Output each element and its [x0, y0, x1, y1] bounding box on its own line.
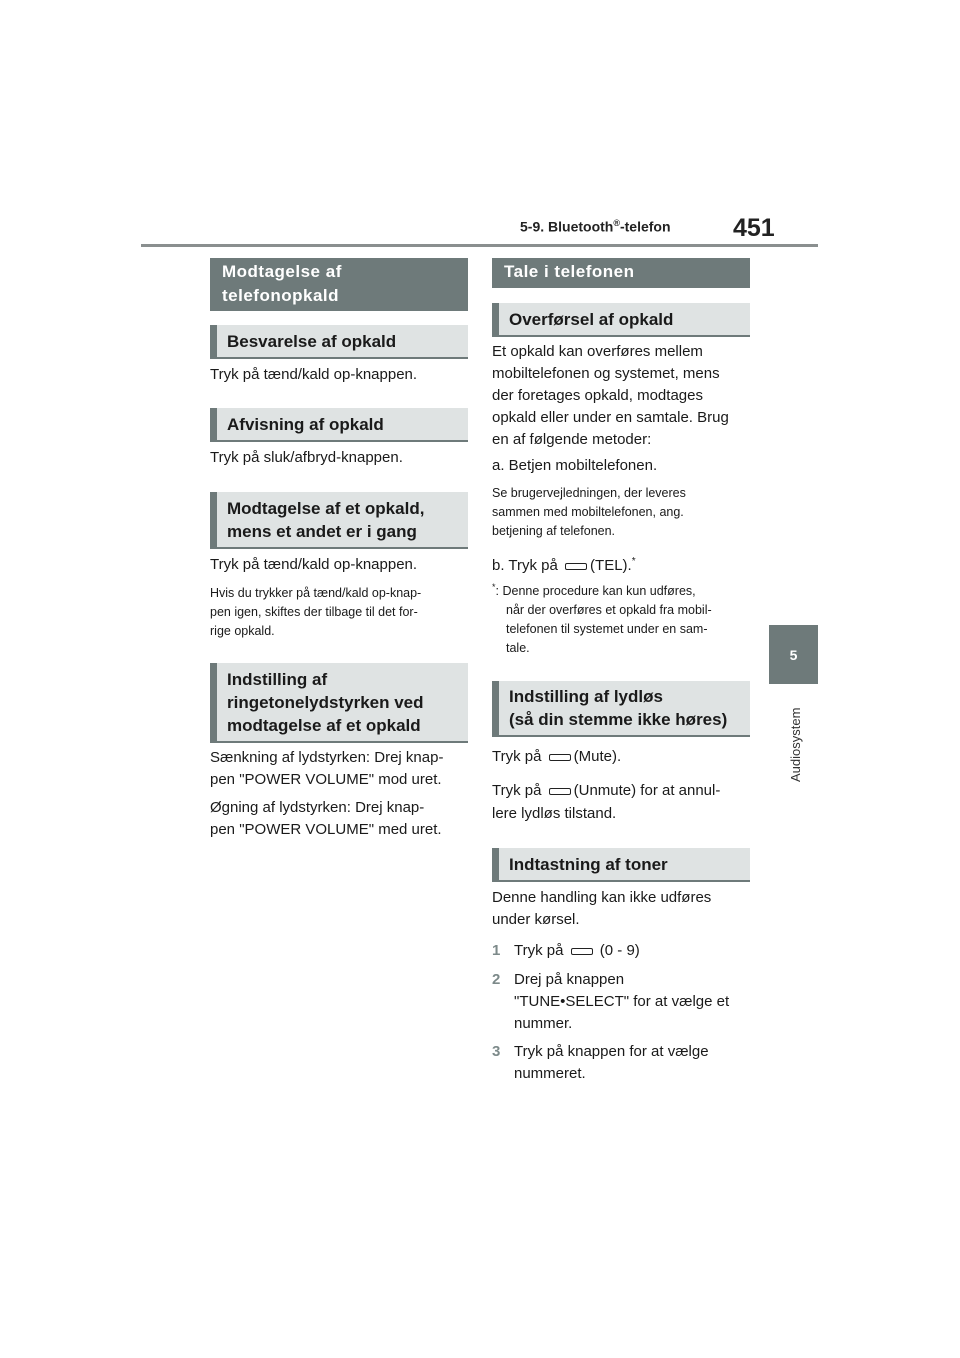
page-number: 451	[733, 214, 775, 242]
tones-text: Denne handling kan ikke udføres under kørsel.	[492, 889, 712, 928]
subheading-reject: Afvisning af opkald	[210, 408, 468, 442]
unmute-text: Tryk på (Unmute) for at annul- lere lydløs tilstand.	[492, 782, 721, 822]
transfer-note: Se brugervejledningen, der leveres sammen med mobiltelefonen, ang. betjening af telefonen.	[492, 486, 686, 538]
tones-step-3: 3 Tryk på knappen for at vælge nummeret.	[492, 1043, 709, 1082]
ringtone-lower-text: Sænkning af lydstyrken: Drej knap- pen "POWER VOLUME" mod uret.	[210, 749, 444, 788]
subheading-ringtone: Indstilling af ringetonelydstyrken ved modtagelse af et opkald	[210, 663, 468, 743]
transfer-footnote: *: Denne procedure kan kun udføres, når der overføres et opkald fra mobil- telefonen til systemet under en sam- tale.	[492, 582, 712, 656]
main-heading-talking: Tale i telefonen	[492, 258, 750, 288]
reject-text: Tryk på sluk/afbryd-knappen.	[210, 449, 403, 466]
button-icon	[565, 563, 587, 570]
section-title: 5-9. Bluetooth®-telefon	[520, 218, 671, 235]
tones-step-2: 2 Drej på knappen "TUNE•SELECT" for at vælge et nummer.	[492, 971, 730, 1032]
transfer-text: Et opkald kan overføres mellem mobiltelefonen og systemet, mens der foretages opkald, modtages opkald eller under en samtale. Brug en af følgende metoder:	[492, 343, 729, 448]
subheading-mute: Indstilling af lydløs (så din stemme ikke høres)	[492, 681, 750, 737]
header-rule	[141, 244, 818, 247]
button-icon	[549, 788, 571, 795]
subheading-tones: Indtastning af toner	[492, 848, 750, 882]
button-icon	[549, 754, 571, 761]
main-heading-receiving: Modtagelse af telefonopkald	[210, 258, 468, 311]
tones-step-1: 1 Tryk på (0 - 9)	[492, 942, 640, 959]
button-icon	[571, 948, 593, 955]
chapter-label: Audiosystem	[788, 707, 803, 782]
transfer-method-a: a. Betjen mobiltelefonen.	[492, 457, 658, 474]
subheading-transfer: Overførsel af opkald	[492, 303, 750, 337]
waiting-note: Hvis du trykker på tænd/kald op-knap- pen igen, skiftes der tilbage til det for- rige opkald.	[210, 586, 422, 638]
waiting-text: Tryk på tænd/kald op-knappen.	[210, 556, 418, 573]
chapter-tab: 5	[769, 625, 818, 684]
answer-text: Tryk på tænd/kald op-knappen.	[210, 366, 418, 383]
subheading-call-waiting: Modtagelse af et opkald, mens et andet er i gang	[210, 492, 468, 549]
subheading-answer: Besvarelse af opkald	[210, 325, 468, 359]
mute-text: Tryk på (Mute).	[492, 748, 622, 765]
transfer-method-b: b. Tryk på (TEL).*	[492, 556, 636, 574]
ringtone-raise-text: Øgning af lydstyrken: Drej knap- pen "POWER VOLUME" med uret.	[210, 799, 442, 838]
